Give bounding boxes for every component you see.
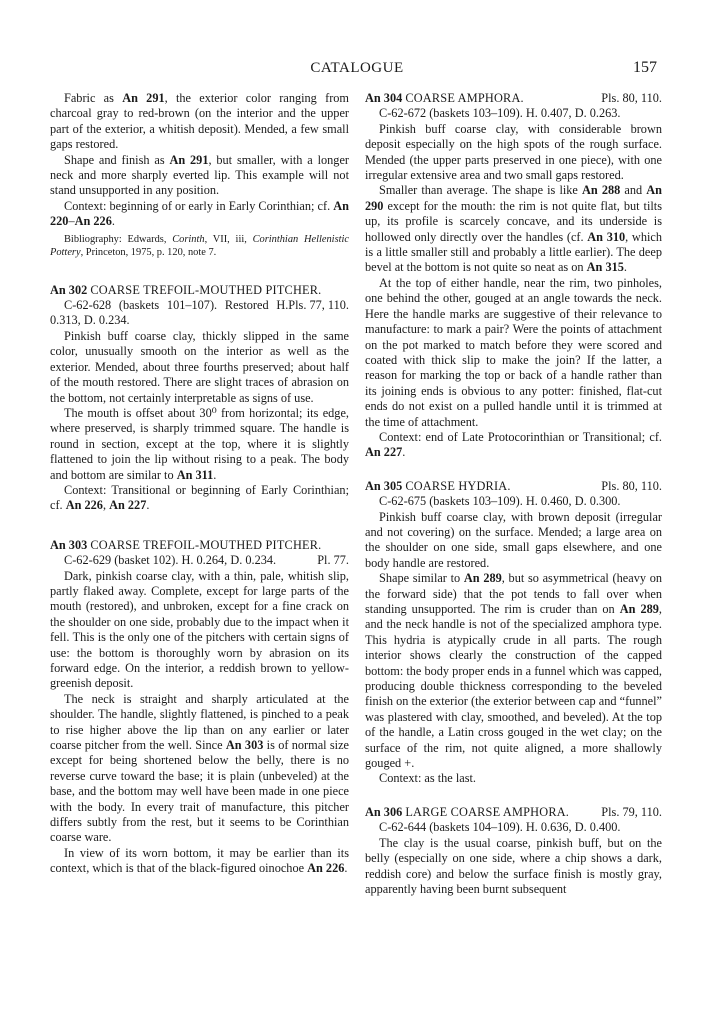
catalogue-number: An 303 [50, 537, 88, 552]
right-column [365, 91, 662, 897]
shape-an302: The mouth is offset about 30⁰ from horizontal; its edge, where preserved, is sharply trimmed square. The handle is round in section, except at the top, where it is slightly flattened to join the lip without rising to a peak. The body and bottom are similar to An 311. [50, 405, 349, 482]
shape-an303: The neck is straight and sharply articulated at the shoulder. The handle, slightly flattened, is pinched to a peak to rise higher above the lip than on any earlier or later coarse pitcher from the well. Since An 303 is of normal size except for being shortened below the belly, there is no reverse curve toward the base; it is plain (unbeveled) at the base, and the bottom may well have been made in one piece with the body. In every trait of manufacture, this pitcher differs subtly from the rest, but it seems to be Corinthian coarse ware. [50, 691, 349, 845]
context-an302: Context: Transitional or beginning of Early Corinthian; cf. An 226, An 227. [50, 482, 349, 513]
left-column [50, 91, 349, 877]
description-an306: The clay is the usual coarse, pinkish buff, but on the belly (especially on one side, where a chip shows a dark, reddish core) and below the surface finish is mostly gray, apparently having been burnt subsequent [365, 835, 662, 896]
entry-meta-an302: C-62-628 (baskets 101–107). Restored H. 0.313, D. 0.234. [50, 298, 289, 328]
entry-meta-an306: C-62-644 (baskets 104–109). H. 0.636, D. 0.400. [379, 820, 621, 835]
intro-paragraph-2: Shape and finish as An 291, but smaller, with a longer neck and more sharply everted lip. This example will not stand unsupported in any position. [50, 152, 349, 198]
entry-meta-an303: C-62-629 (basket 102). H. 0.264, D. 0.234. [64, 553, 277, 568]
plate-reference: Pls. 80, 110. [601, 478, 662, 493]
plate-reference: Pls. 79, 110. [601, 804, 662, 819]
entry-heading-an306 [365, 805, 662, 820]
context-an303: In view of its worn bottom, it may be earlier than its context, which is that of the black-figured oinochoe An 226. [50, 845, 349, 876]
intro-context: Context: beginning of or early in Early Corinthian; cf. An 220–An 226. [50, 198, 349, 229]
entry-title: LARGE COARSE AMPHORA. [405, 804, 570, 819]
entry-title: COARSE TREFOIL-MOUTHED PITCHER. [90, 537, 322, 552]
context-an304: Context: end of Late Protocorinthian or Transitional; cf. An 227. [365, 429, 662, 460]
context-an305: Context: as the last. [379, 771, 476, 786]
entry-title: COARSE AMPHORA. [405, 91, 524, 105]
catalogue-number: An 306 [365, 804, 403, 819]
plate-reference: Pls. 77, 110. [288, 298, 349, 313]
plate-reference: Pl. 77. [317, 553, 349, 568]
plate-reference: Pls. 80, 110. [601, 91, 662, 105]
entry-meta-an304: C-62-672 (baskets 103–109). H. 0.407, D. 0.263. [379, 106, 621, 121]
intro-paragraph-1: Fabric as An 291, the exterior color ranging from charcoal gray to red-brown (on the interior and the upper part of the exterior, a whitish deposit). Mended, a few small gaps restored. [50, 91, 349, 152]
catalogue-number: An 302 [50, 282, 88, 297]
entry-heading-an305 [365, 479, 662, 494]
description-an304: Pinkish buff coarse clay, with considerable brown deposit especially on the high spots of the rough surface. Mended (the upper parts preserved in one piece), with one irregular extensive area and two small gaps restored. [365, 121, 662, 183]
description-an305: Pinkish buff coarse clay, with brown deposit (irregular and not covering) on the surface. Mended; a large area on the shoulder on one side, small gaps elsewhere, and one body handle are restored. [365, 509, 662, 570]
shape-an305: Shape similar to An 289, but so asymmetrical (heavy on the forward side) that the pot tends to fall over when standing unsupported. The rim is cruder than on An 289, and the neck handle is not of the specialized amphora type. This hydria is atypically crude in all parts. The rough interior shows clearly the construction of the capped bottom: the body proper ends in a funnel which was capped, producing double thickness corresponding to the beveled finish on the exterior (the exterior between cap and “funnel” was plastered with clay, smoothed, and beveled). At the top of the handle, a Latin cross gouged in the wet clay; on the surface of the rim, not quite aligned, a more shallowly gouged +. [365, 571, 662, 771]
catalogue-number: An 305 [365, 478, 403, 493]
entry-heading-an304 [365, 91, 662, 106]
bibliography: Bibliography: Edwards, Corinth, VII, iii, Corinthian Hellenistic Pottery, Princeton, 1975, p. 120, note 7. [50, 233, 349, 258]
running-header-title: CATALOGUE [310, 60, 404, 76]
handle-marks-an304: At the top of either handle, near the rim, two pinholes, one behind the other, gouged at an angle towards the neck. Here the handle marks are suggestive of their relevance to manufacture: to mark a pair? Were the points of attachment on the pot marked to match before they were scored and coated with thick slip to make the join? If the latter, a reason for marking the top or back of a handle rather than its joining ends is obvious to any potter: finished, flat-cut ends do not exist on a pulled handle until it is trimmed at the time of attachment. [365, 275, 662, 429]
description-an303: Dark, pinkish coarse clay, with a thin, pale, whitish slip, partly flaked away. Complete, except for large parts of the mouth (restored), and unbroken, except for a fine crack on the shoulder on one side, probably due to the impact when it fell. This is the only one of the pitchers with certain signs of use: the bottom is thoroughly worn by abrasion on its forward edge. On the interior, a reddish brown to yellow-greenish deposit. [50, 568, 349, 691]
entry-title: COARSE HYDRIA. [405, 478, 511, 493]
shape-an304: Smaller than average. The shape is like An 288 and An 290 except for the mouth: the rim is not quite flat, but tilts up, its profile is scarcely concave, and its underside is hollowed only directly over the handles (cf. An 310, which is a little smaller still and probably a little earlier). The deep bevel at the bottom is not quite so neat as on An 315. [365, 183, 663, 275]
description-an302: Pinkish buff coarse clay, thickly slipped in the same color, unusually smooth on the interior as well as the exterior. Mended, about three fourths preserved; about half of the mouth restored. There are slight traces of abrasion on the bottom, not certainly interpretable as signs of use. [50, 328, 349, 405]
entry-meta-an305: C-62-675 (baskets 103–109). H. 0.460, D. 0.300. [379, 494, 621, 509]
page-number: 157 [633, 59, 657, 76]
entry-title: COARSE TREFOIL-MOUTHED PITCHER. [90, 282, 322, 297]
catalogue-number: An 304 [365, 91, 403, 105]
